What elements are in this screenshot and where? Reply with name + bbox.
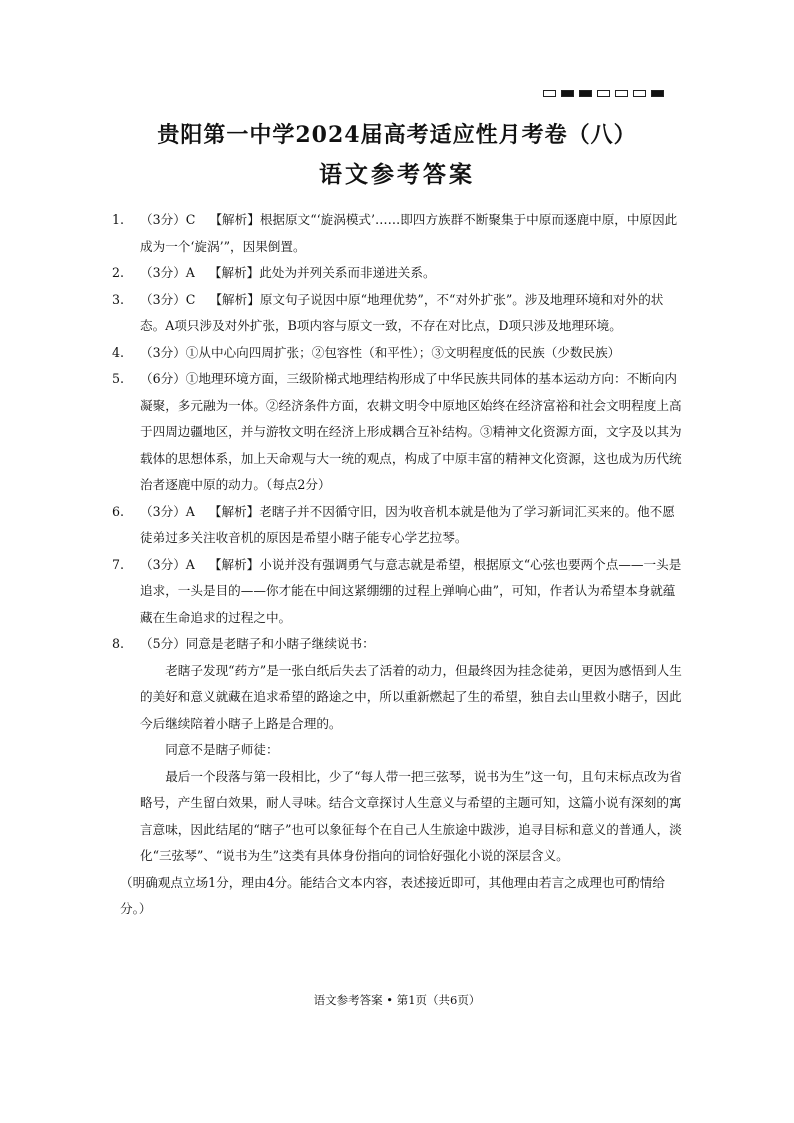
answer-intro-2: 同意不是瞎子师徒： [165,742,279,757]
answer-item [112,366,687,499]
answer-score: （3分）A [140,503,195,519]
answer-item [112,287,687,340]
answer-item-8 [112,631,687,870]
question-number: 4. [112,344,125,360]
scoring-note: （明确观点立场1分，理由4分。能结合文本内容，表述接近即可，其他理由若言之成理也可酌情给分。） [120,874,665,916]
page-mark [615,90,628,97]
page-mark [597,90,610,97]
answer-paragraph: 最后一个段落与第一段相比，少了“每人带一把三弦琴，说书为生”这一句，且句末标点改为省略号，产生留白效果，耐人寻味。结合文章探讨人生意义与希望的主题可知，这篇小说有深刻的寓言意味，因此结尾的“瞎子”也可以象征每个在自己人生旅途中跋涉，追寻目标和意义的普通人，淡化“三弦琴”、“说书为生”这类有具体身份指向的词恰好强化小说的深层含义。 [140,768,682,863]
answer-list [112,207,687,923]
answer-score: （3分）A [140,556,195,572]
answer-text: 老瞎子并不因循守旧，因为收音机本就是他为了学习新词汇买来的。他不愿徒弟过多关注收音机的原因是希望小瞎子能专心学艺拉琴。 [140,503,675,545]
answer-item [112,207,687,260]
question-number: 6. [112,503,125,519]
question-number: 2. [112,265,125,280]
question-number: 5. [112,371,125,386]
analysis-tag: 【解析】 [208,503,260,519]
analysis-tag: 【解析】 [208,556,260,572]
answer-item [112,340,687,367]
document-title: 贵阳第一中学2024届高考适应性月考卷（八） [157,122,637,148]
page-footer: 语文参考答案 • 第1页（共6页） [313,993,481,1007]
analysis-tag: 【解析】 [209,291,260,307]
page-mark [561,90,574,97]
answer-text: ①地理环境方面，三级阶梯式地理结构形成了中华民族共同体的基本运动方向：不断向内凝聚，多元融为一体。②经济条件方面，农耕文明令中原地区始终在经济富裕和社会文明程度上高于四周边疆地区，并与游牧文明在经济上形成耦合互补结构。③精神文化资源方面，文字及以其为载体的思想体系，加上天命观与大一统的观点，构成了中原丰富的精神文化资源，这也成为历代统治者逐鹿中原的动力。（每点2分） [140,371,682,492]
analysis-tag: 【解析】 [209,212,260,227]
document-subtitle: 语文参考答案 [319,161,475,188]
answer-intro: 同意是老瞎子和小瞎子继续说书： [185,636,375,651]
analysis-tag: 【解析】 [208,265,260,280]
answer-text: 原文句子说因中原“地理优势”，不“对外扩张”。涉及地理环境和对外的状态。A项只涉及对外扩张，B项内容与原文一致，不存在对比点，D项只涉及地理环境。 [140,291,664,333]
question-number: 8. [112,636,125,651]
question-number: 1. [112,212,125,227]
answer-score: （5分） [140,636,186,651]
answer-score: （3分）C [140,212,196,227]
question-number: 3. [112,291,125,307]
page-marks [543,90,664,97]
answer-score: （3分）A [140,265,195,280]
answer-text: 此处为并列关系而非递进关系。 [259,265,436,280]
page-mark [543,90,556,97]
question-number: 7. [112,556,125,572]
answer-score: （6分） [140,371,186,386]
answer-score: （3分） [140,344,186,360]
answer-item [112,552,687,632]
answer-score: （3分）C [140,291,196,307]
answer-text: ①从中心向四周扩张；②包容性（和平性）；③文明程度低的民族（少数民族） [185,344,621,360]
answer-item [112,499,687,552]
page-mark [651,90,664,97]
answer-paragraph: 老瞎子发现“药方”是一张白纸后失去了活着的动力，但最终因为挂念徒弟，更因为感悟到人生的美好和意义就藏在追求希望的路途之中，所以重新燃起了生的希望，独自去山里救小瞎子，因此今后继续陪着小瞎子上路是合理的。 [140,662,682,731]
answer-text: 根据原文“‘旋涡模式’……即四方族群不断聚集于中原而逐鹿中原，中原因此成为一个‘旋涡’”，因果倒置。 [140,212,678,254]
page-mark [579,90,592,97]
answer-item [112,260,687,287]
answer-text: 小说并没有强调勇气与意志就是希望，根据原文“心弦也要两个点——一头是追求，一头是目的——你才能在中间这紧绷绷的过程上弹响心曲”，可知，作者认为希望本身就蕴藏在生命追求的过程之中。 [140,556,682,625]
page-mark [633,90,646,97]
